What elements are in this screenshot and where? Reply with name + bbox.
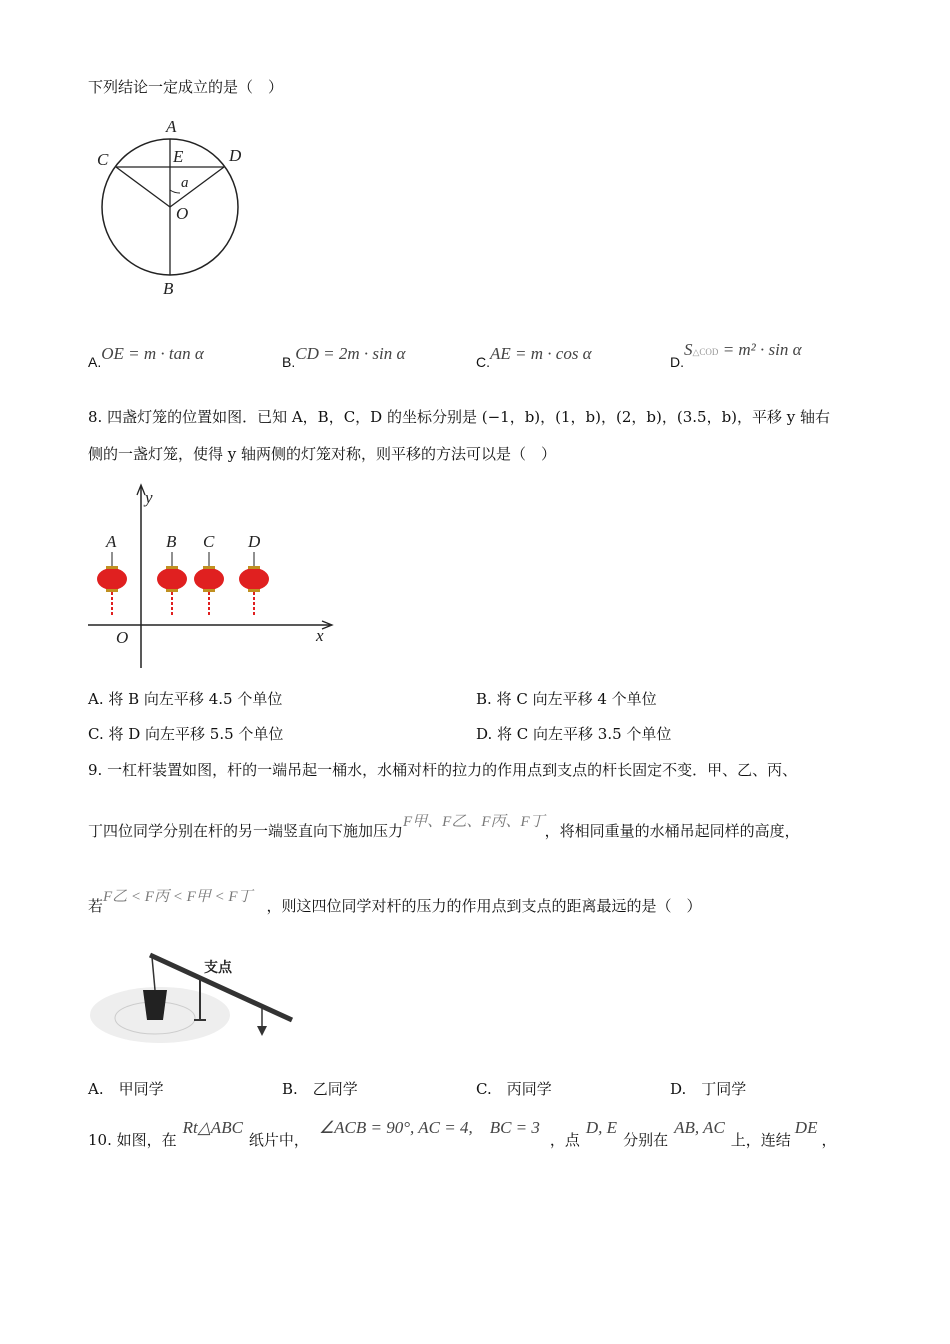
label-origin: O xyxy=(116,628,129,647)
label-angle: a xyxy=(181,175,189,191)
q8-option-a[interactable]: A. 将 B 向左平移 4.5 个单位 xyxy=(88,690,283,708)
lantern-c xyxy=(194,532,224,615)
option-expr: AE = m · cos α xyxy=(490,344,592,363)
q9-option-c[interactable]: C. 丙同学 xyxy=(476,1080,552,1098)
label-E: E xyxy=(173,147,184,166)
option-label: A. xyxy=(88,354,102,370)
text: 丁四位同学分别在杆的另一端竖直向下施加压力 xyxy=(88,822,404,840)
math: ∠ACB = 90°, AC = 4, BC = 3 xyxy=(318,1118,540,1137)
q9-line1: 9. 一杠杆装置如图，杆的一端吊起一桶水，水桶对杆的拉力的作用点到支点的杆长固定不变．甲、乙、丙、 xyxy=(88,761,798,779)
math: D, E xyxy=(585,1118,618,1137)
q7-stem: 下列结论一定成立的是（ ） xyxy=(88,78,284,96)
inequality-expr: F乙 < F丙 < F甲 < F丁 xyxy=(103,889,253,905)
math: AB, AC xyxy=(674,1118,725,1137)
q7-option-a[interactable] xyxy=(88,344,204,372)
label-O: O xyxy=(176,204,189,223)
lantern-b xyxy=(157,532,187,615)
q9-option-a[interactable]: A. 甲同学 xyxy=(88,1080,164,1098)
lantern-a xyxy=(97,532,127,615)
fulcrum-label: 支点 xyxy=(204,960,232,976)
q9-line3 xyxy=(88,889,702,916)
q9-line2 xyxy=(88,814,800,841)
text: 上，连结 xyxy=(730,1131,791,1149)
option-expr-sub: △COD xyxy=(692,347,719,357)
q8-line1: 8. 四盏灯笼的位置如图．已知 A，B，C，D 的坐标分别是 (−1，b)，(1，b)，(2，b)，(3.5，b)，平移 y 轴右 xyxy=(88,408,831,426)
q7-option-d[interactable] xyxy=(670,340,802,372)
q9-option-b[interactable]: B. 乙同学 xyxy=(282,1080,358,1098)
label-y: y xyxy=(145,488,153,507)
q7-option-b[interactable] xyxy=(282,344,406,372)
option-expr: S xyxy=(684,340,693,359)
option-expr-rest: = m² · sin α xyxy=(722,340,802,359)
text: 分别在 xyxy=(623,1131,669,1149)
q10-line1 xyxy=(88,1118,837,1150)
text: 10. 如图，在 xyxy=(88,1131,177,1149)
math: DE xyxy=(794,1118,818,1137)
text: 纸片中， xyxy=(248,1131,309,1149)
label-B: B xyxy=(163,279,174,298)
lantern-label: D xyxy=(248,532,261,551)
label-D: D xyxy=(229,146,242,165)
option-expr: OE = m · tan α xyxy=(101,344,204,363)
text: ，将相同重量的水桶吊起同样的高度， xyxy=(544,822,800,840)
q8-line2: 侧的一盏灯笼，使得 y 轴两侧的灯笼对称，则平移的方法可以是（ ） xyxy=(88,445,557,463)
lantern-label: B xyxy=(166,532,177,551)
text: ，点 xyxy=(549,1131,580,1149)
text: ，则这四位同学对杆的压力的作用点到支点的距离最远的是（ ） xyxy=(266,897,702,915)
text: 若 xyxy=(88,897,104,915)
q8-option-c[interactable]: C. 将 D 向左平移 5.5 个单位 xyxy=(88,725,284,743)
label-C: C xyxy=(97,150,109,169)
q8-option-d[interactable]: D. 将 C 向左平移 3.5 个单位 xyxy=(476,725,672,743)
q7-option-c[interactable] xyxy=(476,344,592,372)
option-label: C. xyxy=(476,354,490,370)
lantern-d xyxy=(239,532,269,615)
q8-option-b[interactable]: B. 将 C 向左平移 4 个单位 xyxy=(476,690,657,708)
label-A: A xyxy=(166,117,177,136)
math: Rt△ABC xyxy=(182,1118,243,1137)
forces-expr: F甲、F乙、F丙、F丁 xyxy=(403,814,545,830)
option-label: D. xyxy=(670,354,684,370)
label-x: x xyxy=(316,626,324,645)
option-expr: CD = 2m · sin α xyxy=(295,344,406,363)
option-label: B. xyxy=(282,354,296,370)
lantern-label: A xyxy=(106,532,117,551)
lantern-label: C xyxy=(203,532,215,551)
text: ， xyxy=(821,1131,837,1149)
q9-option-d[interactable]: D. 丁同学 xyxy=(670,1080,747,1098)
